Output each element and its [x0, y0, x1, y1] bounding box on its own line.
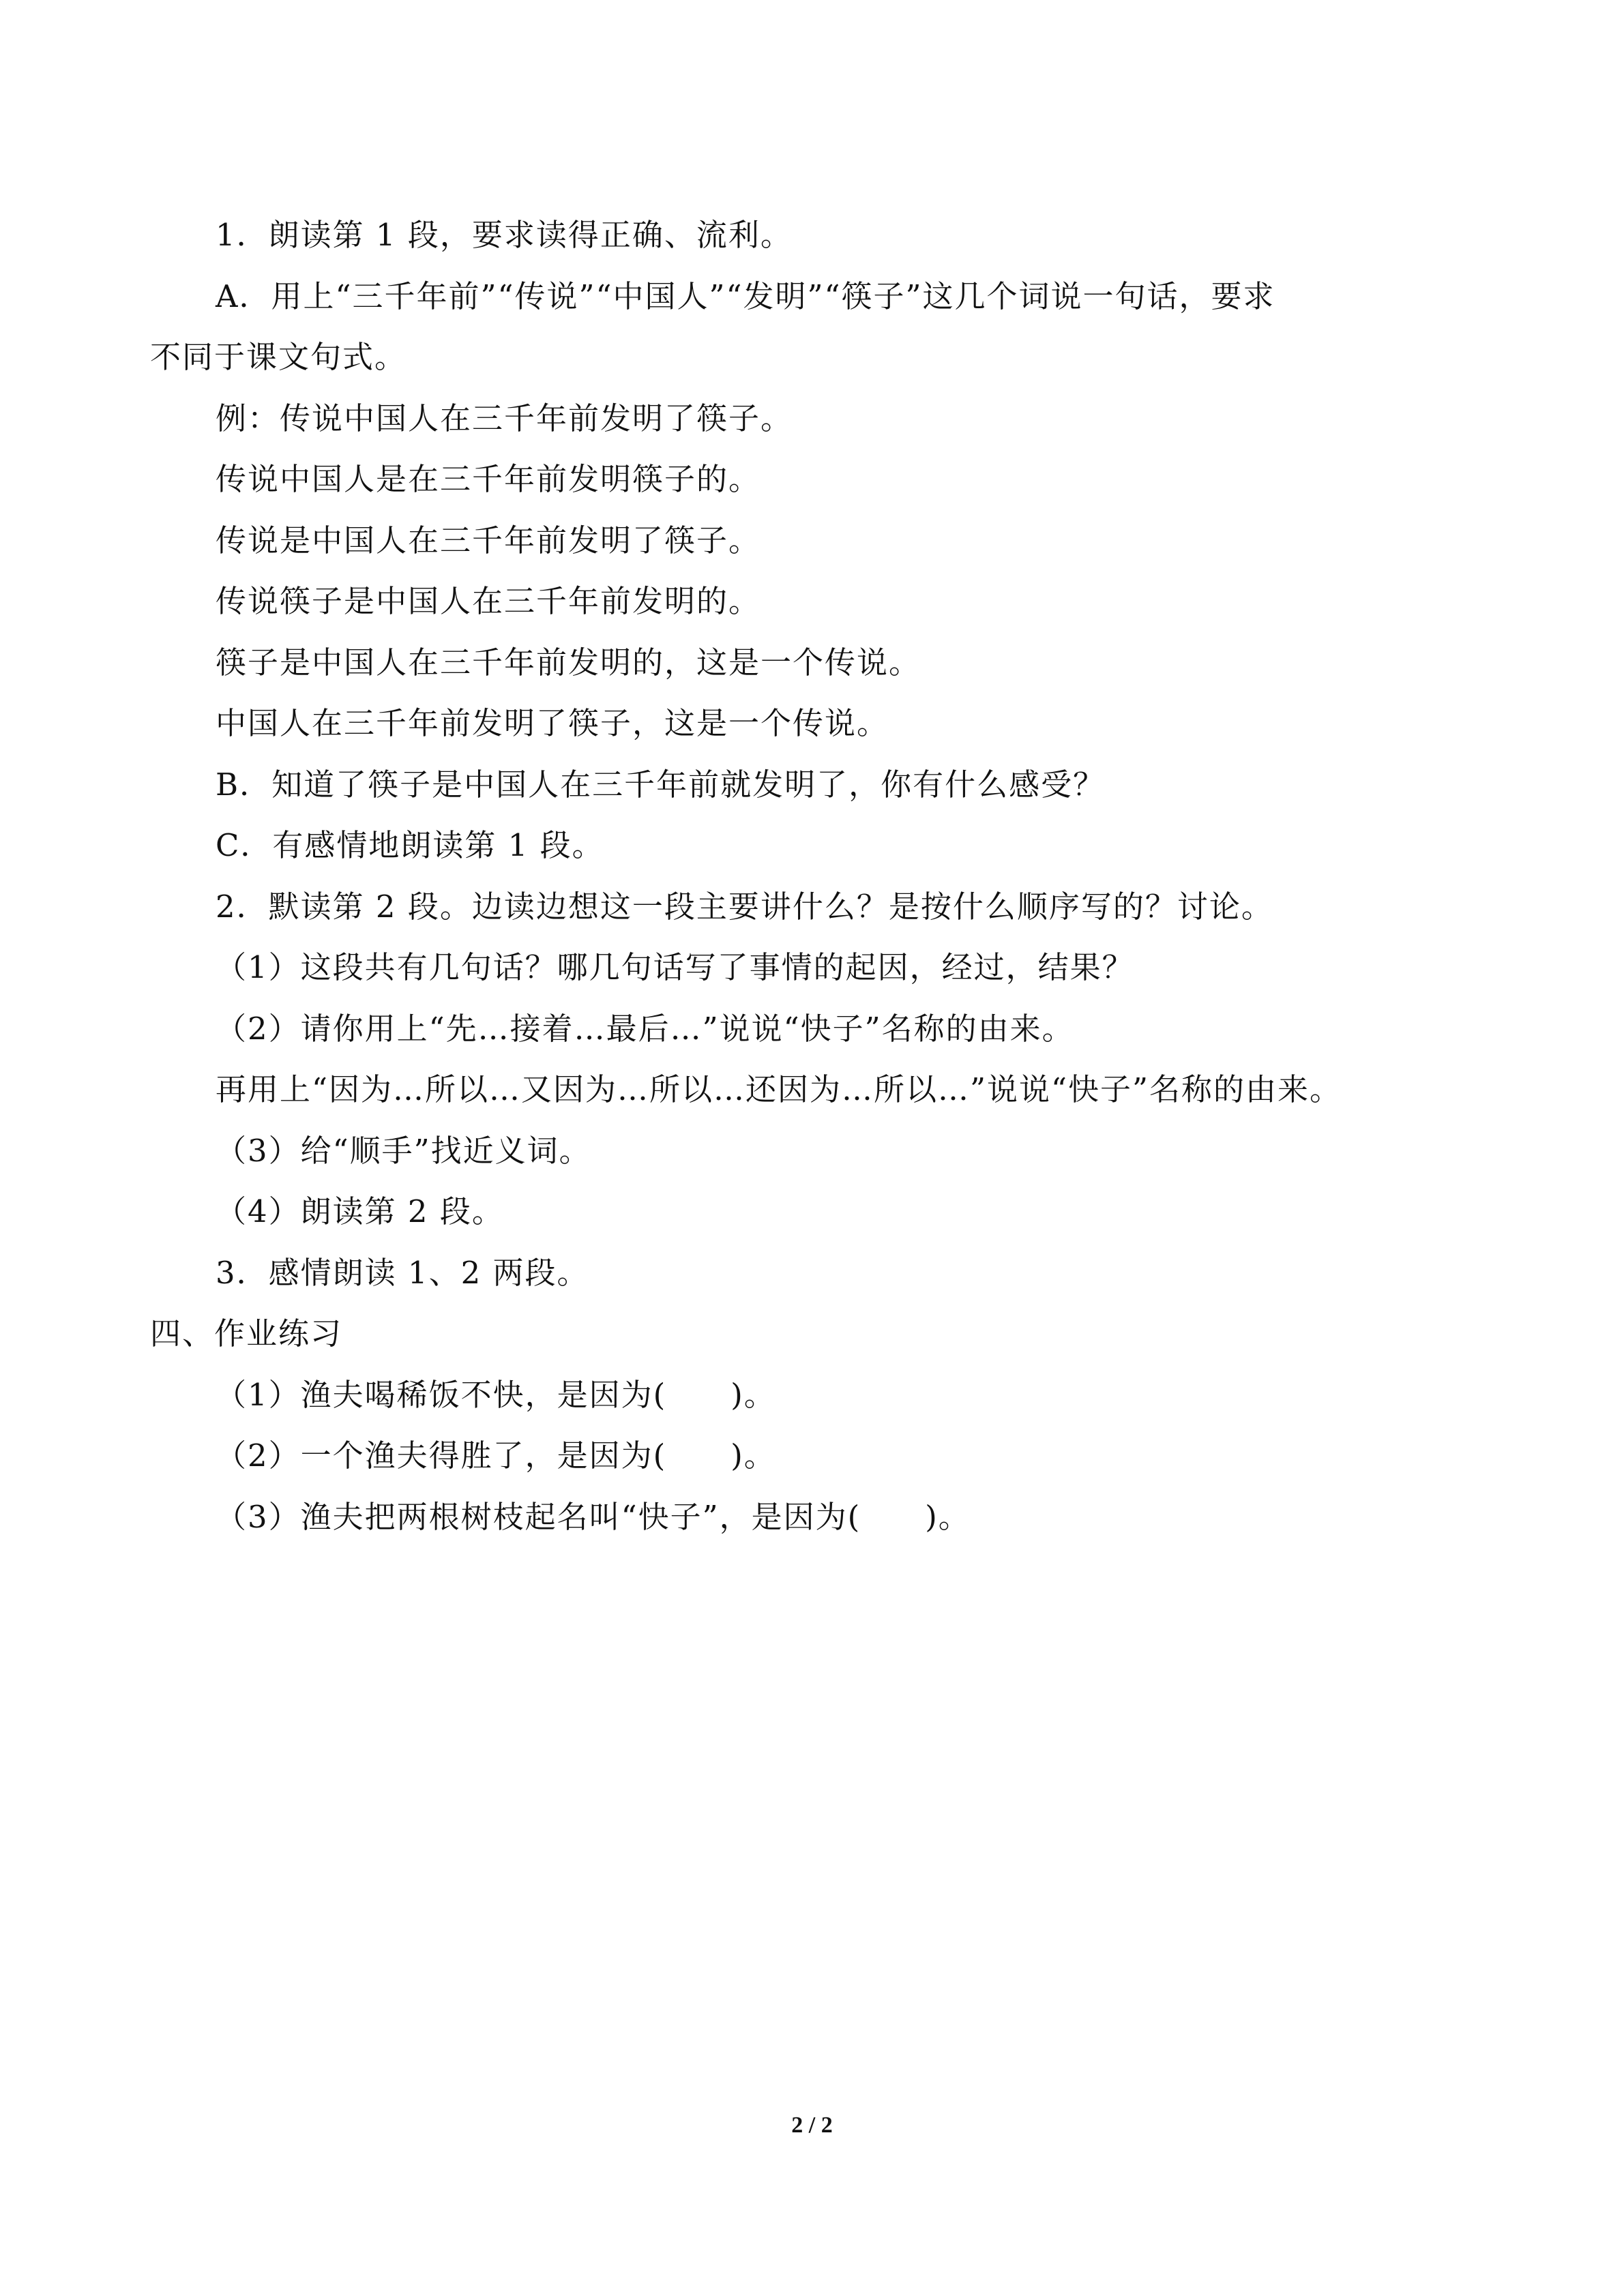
- instruction-2: 2．默读第 2 段。边读边想这一段主要讲什么？是按什么顺序写的？讨论。: [216, 888, 1273, 925]
- task-c: C．有感情地朗读第 1 段。: [216, 827, 604, 863]
- example-sentence-2: 传说中国人是在三千年前发明筷子的。: [216, 461, 761, 497]
- section-heading-homework: 四、作业练习: [150, 1315, 343, 1352]
- sub-question-4: （4）朗读第 2 段。: [216, 1193, 504, 1229]
- example-sentence-3: 传说是中国人在三千年前发明了筷子。: [216, 522, 761, 558]
- homework-item-1: （1）渔夫喝稀饭不快，是因为( )。: [216, 1376, 776, 1413]
- page-number: 2 / 2: [791, 2113, 833, 2138]
- example-sentence-4: 传说筷子是中国人在三千年前发明的。: [216, 583, 761, 619]
- sub-question-3: （3）给“顺手”找近义词。: [216, 1132, 591, 1169]
- sub-question-1: （1）这段共有几句话？哪几句话写了事情的起因，经过，结果？: [216, 949, 1134, 985]
- example-sentence-6: 中国人在三千年前发明了筷子，这是一个传说。: [216, 705, 889, 741]
- homework-item-2: （2）一个渔夫得胜了，是因为( )。: [216, 1437, 776, 1474]
- instruction-1: 1．朗读第 1 段，要求读得正确、流利。: [216, 217, 793, 253]
- example-sentence-1: 例：传说中国人在三千年前发明了筷子。: [216, 400, 793, 436]
- instruction-3: 3．感情朗读 1、2 两段。: [216, 1254, 589, 1291]
- task-a-line-1: A．用上“三千年前”“传说”“中国人”“发明”“筷子”这几个词说一句话，要求: [216, 278, 1275, 314]
- sub-question-2-continued: 再用上“因为…所以…又因为…所以…还因为…所以…”说说“快子”名称的由来。: [216, 1071, 1342, 1107]
- task-b: B．知道了筷子是中国人在三千年前就发明了，你有什么感受？: [216, 766, 1106, 803]
- example-sentence-5: 筷子是中国人在三千年前发明的，这是一个传说。: [216, 644, 921, 681]
- homework-item-3: （3）渔夫把两根树枝起名叫“快子”，是因为( )。: [216, 1498, 971, 1535]
- sub-question-2: （2）请你用上“先…接着…最后…”说说“快子”名称的由来。: [216, 1010, 1074, 1047]
- document-body: [150, 205, 1487, 1547]
- task-a-line-2: 不同于课文句式。: [150, 339, 407, 375]
